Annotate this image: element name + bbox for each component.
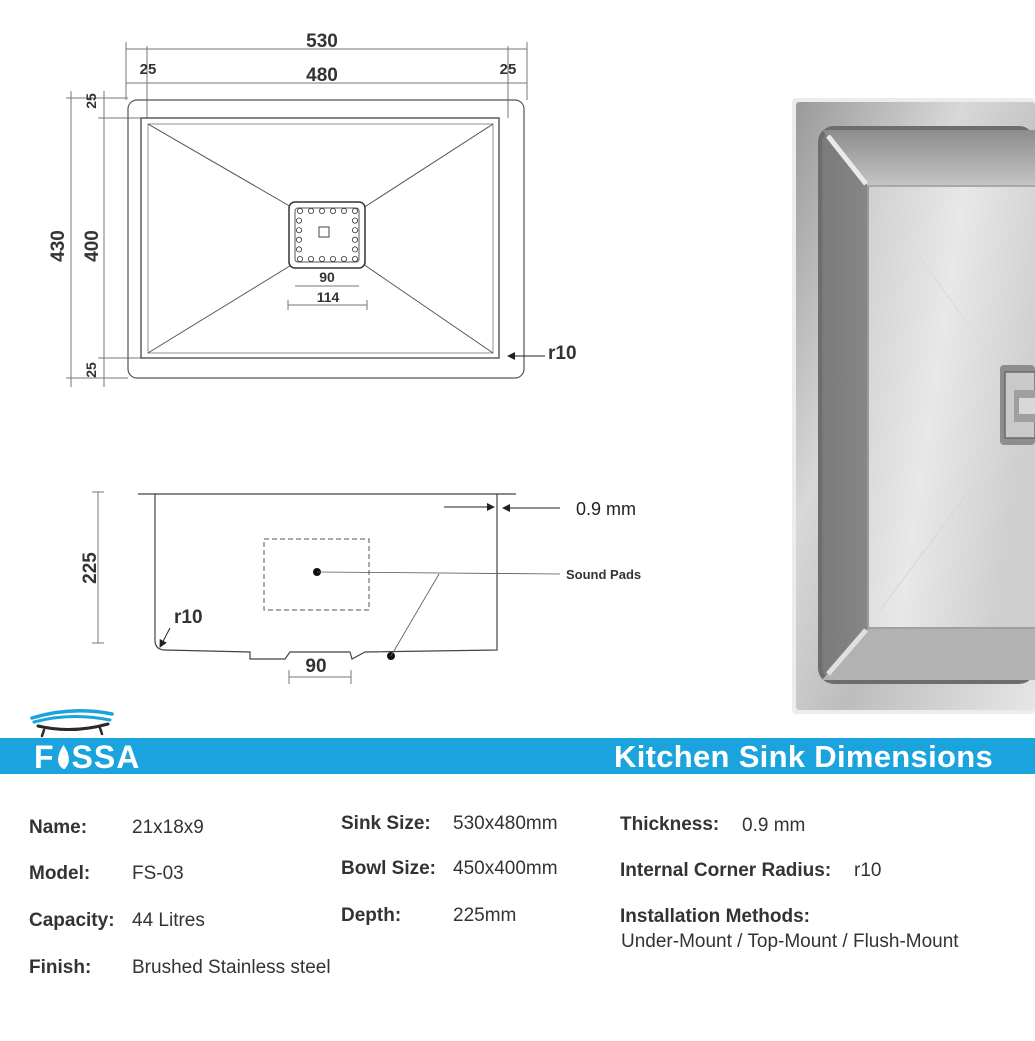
drain-hole bbox=[296, 228, 301, 233]
drain-hole bbox=[296, 218, 301, 223]
overall-width-label: 530 bbox=[306, 31, 338, 52]
drain-hole bbox=[296, 247, 301, 252]
spec-capacity-label: Capacity: bbox=[29, 910, 115, 931]
spec-depth bbox=[341, 905, 517, 927]
spec-capacity-value: 44 Litres bbox=[132, 910, 205, 931]
sink-profile bbox=[155, 494, 497, 659]
drain-hole bbox=[341, 256, 346, 261]
drain-hole bbox=[297, 208, 302, 213]
spec-finish bbox=[29, 957, 331, 979]
flange-top-label: 25 bbox=[83, 93, 99, 109]
flange-right-label: 25 bbox=[499, 61, 517, 78]
sink-photo bbox=[792, 98, 1035, 714]
side-radius-label: r10 bbox=[174, 607, 203, 628]
spec-install-value: Under-Mount / Top-Mount / Flush-Mount bbox=[621, 931, 959, 952]
corner-radius-label: r10 bbox=[548, 343, 577, 364]
spec-model-value: FS-03 bbox=[132, 863, 184, 884]
overall-length-label: 430 bbox=[48, 230, 69, 262]
depth-label: 225 bbox=[80, 552, 101, 584]
brand-name-start: F bbox=[34, 739, 55, 775]
brand-name-end: SSA bbox=[71, 739, 141, 775]
sound-pads-label: Sound Pads bbox=[566, 567, 642, 582]
spec-bowl-size-value: 450x400mm bbox=[453, 858, 558, 879]
spec-install-value-row bbox=[621, 931, 959, 953]
spec-thickness-value: 0.9 mm bbox=[742, 815, 806, 836]
top-view bbox=[48, 31, 577, 387]
spec-name-label: Name: bbox=[29, 817, 88, 838]
drain-hole bbox=[352, 247, 357, 252]
spec-sink-size-label: Sink Size: bbox=[341, 813, 431, 834]
drain-outer-label: 114 bbox=[316, 289, 340, 305]
spec-depth-value: 225mm bbox=[453, 905, 517, 926]
spec-model bbox=[29, 863, 184, 885]
inner-length-label: 400 bbox=[82, 230, 103, 262]
spec-radius-label: Internal Corner Radius: bbox=[620, 860, 832, 881]
spec-thickness-label: Thickness: bbox=[620, 814, 720, 835]
drain-hole bbox=[341, 208, 346, 213]
spec-finish-value: Brushed Stainless steel bbox=[132, 957, 331, 978]
spec-install bbox=[620, 906, 810, 928]
spec-radius bbox=[620, 860, 882, 882]
drain-hole bbox=[330, 208, 335, 213]
spec-capacity bbox=[29, 910, 205, 932]
drain-hole bbox=[352, 228, 357, 233]
drain-hole bbox=[296, 237, 301, 242]
leaf-icon bbox=[56, 744, 71, 770]
drain-hole bbox=[352, 237, 357, 242]
spec-thickness bbox=[620, 814, 806, 836]
thickness-label: 0.9 mm bbox=[576, 499, 637, 519]
drain-hole bbox=[352, 256, 357, 261]
flange-bottom-label: 25 bbox=[83, 362, 99, 378]
drain-hole bbox=[308, 208, 313, 213]
drain-hole bbox=[330, 256, 335, 261]
spec-sink-size-value: 530x480mm bbox=[453, 813, 558, 834]
spec-finish-label: Finish: bbox=[29, 957, 92, 978]
spec-name-value: 21x18x9 bbox=[132, 817, 204, 838]
drain-hole bbox=[352, 218, 357, 223]
drain-hole bbox=[319, 256, 324, 261]
drain-hole bbox=[319, 208, 324, 213]
brand-logo bbox=[34, 739, 140, 775]
spec-radius-value: r10 bbox=[854, 860, 882, 881]
side-drain-label: 90 bbox=[305, 656, 327, 677]
drain-inner-label: 90 bbox=[319, 269, 335, 285]
spec-bowl-size bbox=[341, 858, 558, 880]
spec-name bbox=[29, 817, 204, 839]
banner-title: Kitchen Sink Dimensions bbox=[614, 739, 993, 774]
inner-width-label: 480 bbox=[306, 65, 338, 86]
drain-hole bbox=[297, 256, 302, 261]
spec-bowl-size-label: Bowl Size: bbox=[341, 858, 437, 879]
drain-hole bbox=[308, 256, 313, 261]
spec-model-label: Model: bbox=[29, 863, 91, 884]
spec-install-label: Installation Methods: bbox=[620, 906, 810, 927]
spec-sink-size bbox=[341, 813, 558, 835]
flange-left-label: 25 bbox=[139, 61, 157, 78]
spec-depth-label: Depth: bbox=[341, 905, 402, 926]
drain-hole bbox=[352, 208, 357, 213]
side-view bbox=[80, 492, 641, 684]
title-banner bbox=[0, 738, 1035, 774]
